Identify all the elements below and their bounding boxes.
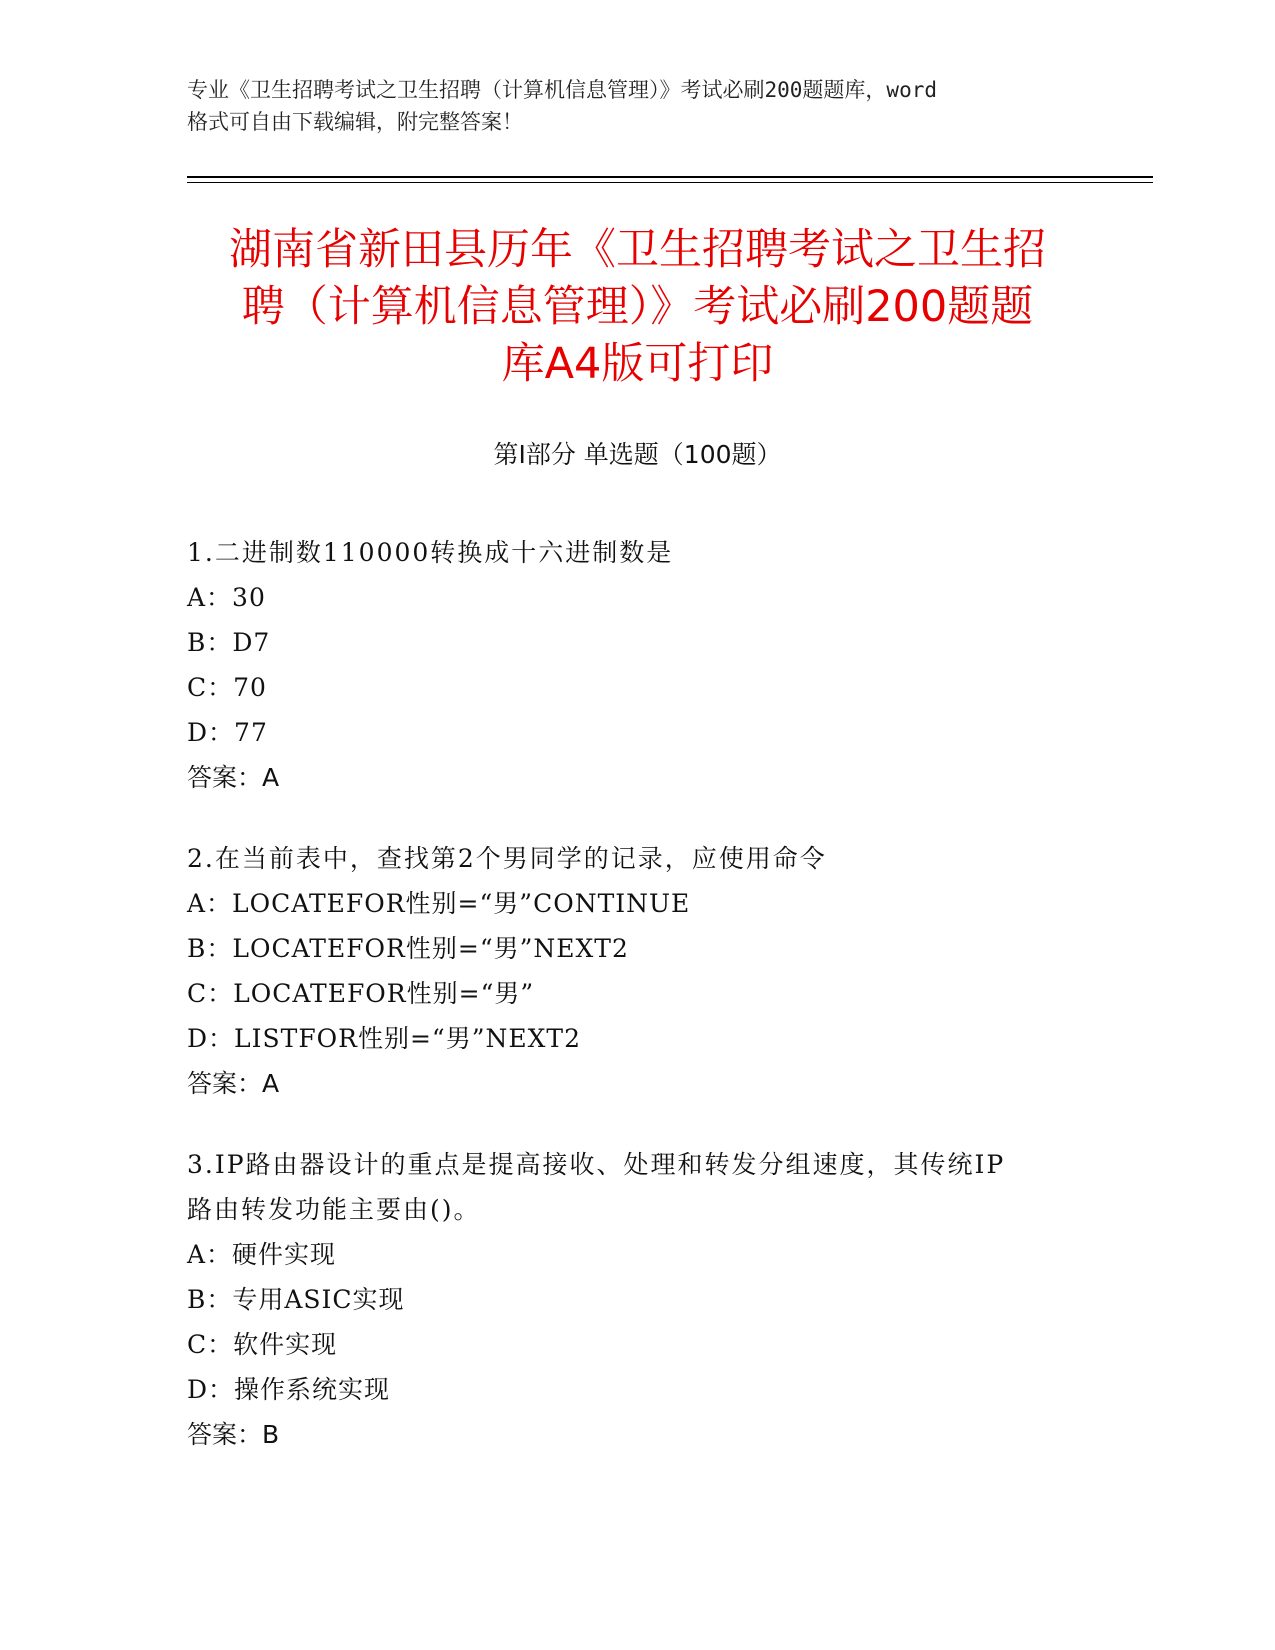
section-heading: 第Ⅰ部分 单选题（100题） [493, 440, 782, 469]
option-a: A：硬件实现 [187, 1240, 337, 1269]
question-stem: 2.在当前表中，查找第2个男同学的记录，应使用命令 [187, 844, 827, 873]
question-2 [187, 836, 1087, 1106]
answer: 答案：A [187, 763, 280, 792]
header-note-line-1: 专业《卫生招聘考试之卫生招聘（计算机信息管理）》考试必刷200题题库，word [187, 78, 937, 102]
option-c: C：软件实现 [187, 1330, 338, 1359]
header-note [187, 74, 1087, 138]
option-c: C：LOCATEFOR性别=“男” [187, 979, 535, 1008]
option-c: C：70 [187, 673, 267, 702]
question-stem: 1.二进制数110000转换成十六进制数是 [187, 538, 674, 567]
question-stem-line-2: 路由转发功能主要由()。 [187, 1195, 481, 1224]
document-title-line-3: 库A4版可打印 [501, 339, 774, 389]
document-title-line-2: 聘（计算机信息管理）》考试必刷200题题 [241, 282, 1034, 332]
option-a: A：LOCATEFOR性别=“男”CONTINUE [187, 889, 691, 918]
option-d: D：操作系统实现 [187, 1375, 391, 1404]
option-a: A：30 [187, 583, 266, 612]
header-divider-thin [187, 182, 1153, 183]
option-b: B：专用ASIC实现 [187, 1285, 405, 1314]
option-d: D：LISTFOR性别=“男”NEXT2 [187, 1024, 581, 1053]
option-b: B：D7 [187, 628, 271, 657]
option-b: B：LOCATEFOR性别=“男”NEXT2 [187, 934, 629, 963]
question-stem-line-1: 3.IP路由器设计的重点是提高接收、处理和转发分组速度，其传统IP [187, 1150, 1006, 1179]
document-title [170, 222, 1105, 393]
answer: 答案：B [187, 1420, 280, 1449]
header-divider-thick [187, 176, 1153, 178]
document-title-line-1: 湖南省新田县历年《卫生招聘考试之卫生招 [229, 225, 1046, 275]
header-note-line-2: 格式可自由下载编辑，附完整答案！ [187, 110, 523, 134]
question-3 [187, 1142, 1087, 1457]
question-list [187, 530, 1087, 1493]
question-1 [187, 530, 1087, 800]
answer: 答案：A [187, 1069, 280, 1098]
option-d: D：77 [187, 718, 268, 747]
